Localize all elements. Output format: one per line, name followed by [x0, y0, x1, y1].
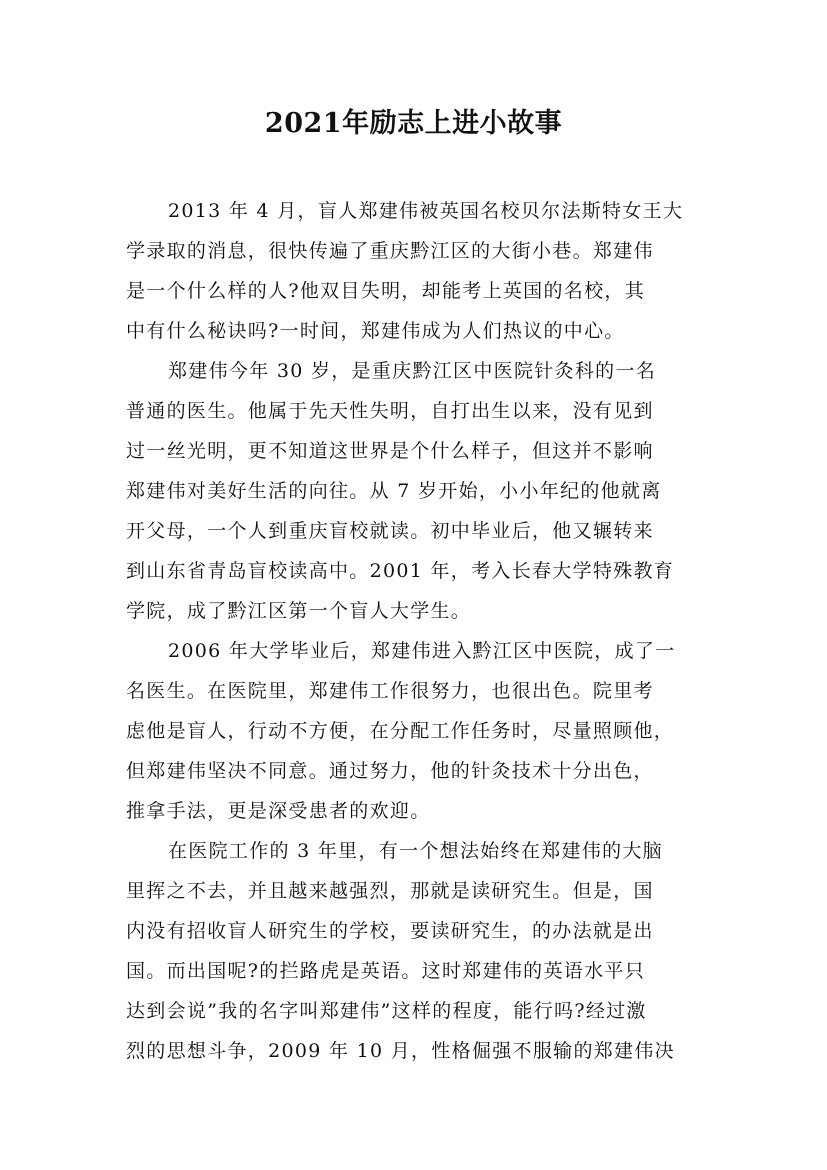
paragraph-line: 里挥之不去，并且越来越强烈，那就是读研究生。但是，国: [126, 880, 654, 902]
paragraph-line: 普通的医生。他属于先天性失明，自打出生以来，没有见到: [126, 400, 654, 422]
paragraph-line: 学录取的消息，很快传遍了重庆黔江区的大街小巷。郑建伟: [126, 240, 654, 262]
paragraph-3: [126, 631, 716, 831]
paragraph-line: 名医生。在医院里，郑建伟工作很努力，也很出色。院里考: [126, 680, 654, 702]
paragraph-line: 开父母，一个人到重庆盲校就读。初中毕业后，他又辗转来: [126, 520, 654, 542]
paragraph-2: [126, 351, 716, 631]
paragraph-line: 2006 年大学毕业后，郑建伟进入黔江区中医院，成了一: [168, 640, 676, 662]
paragraph-line: 郑建伟今年 30 岁，是重庆黔江区中医院针灸科的一名: [168, 360, 657, 382]
paragraph-line: 虑他是盲人，行动不方便，在分配工作任务时，尽量照顾他，: [126, 720, 675, 742]
paragraph-line: 学院，成了黔江区第一个盲人大学生。: [126, 600, 472, 622]
paragraph-line: 2013 年 4 月，盲人郑建伟被英国名校贝尔法斯特女王大: [168, 200, 684, 222]
paragraph-line: 但郑建伟坚决不同意。通过努力，他的针灸技术十分出色，: [126, 760, 654, 782]
paragraph-line: 到山东省青岛盲校读高中。2001 年，考入长春大学特殊教育: [126, 560, 675, 582]
paragraph-line: 内没有招收盲人研究生的学校，要读研究生，的办法就是出: [126, 920, 654, 942]
paragraph-line: 郑建伟对美好生活的向往。从 7 岁开始，小小年纪的他就离: [126, 480, 662, 502]
paragraph-line: 达到会说”我的名字叫郑建伟”这样的程度，能行吗?经过激: [126, 1000, 647, 1022]
paragraph-line: 推拿手法，更是深受患者的欢迎。: [126, 800, 431, 822]
paragraph-4: [126, 831, 716, 1071]
page-title: 2021年励志上进小故事: [264, 108, 563, 139]
paragraph-line: 过一丝光明，更不知道这世界是个什么样子，但这并不影响: [126, 440, 654, 462]
paragraph-line: 国。而出国呢?的拦路虎是英语。这时郑建伟的英语水平只: [126, 960, 645, 982]
paragraph-line: 在医院工作的 3 年里，有一个想法始终在郑建伟的大脑: [168, 840, 663, 862]
document-body: [126, 191, 716, 1071]
paragraph-line: 中有什么秘诀吗?一时间，郑建伟成为人们热议的中心。: [126, 320, 625, 342]
paragraph-1: [126, 191, 716, 351]
paragraph-line: 是一个什么样的人?他双目失明，却能考上英国的名校，其: [126, 280, 645, 302]
paragraph-line: 烈的思想斗争，2009 年 10 月，性格倔强不服输的郑建伟决: [126, 1040, 675, 1062]
